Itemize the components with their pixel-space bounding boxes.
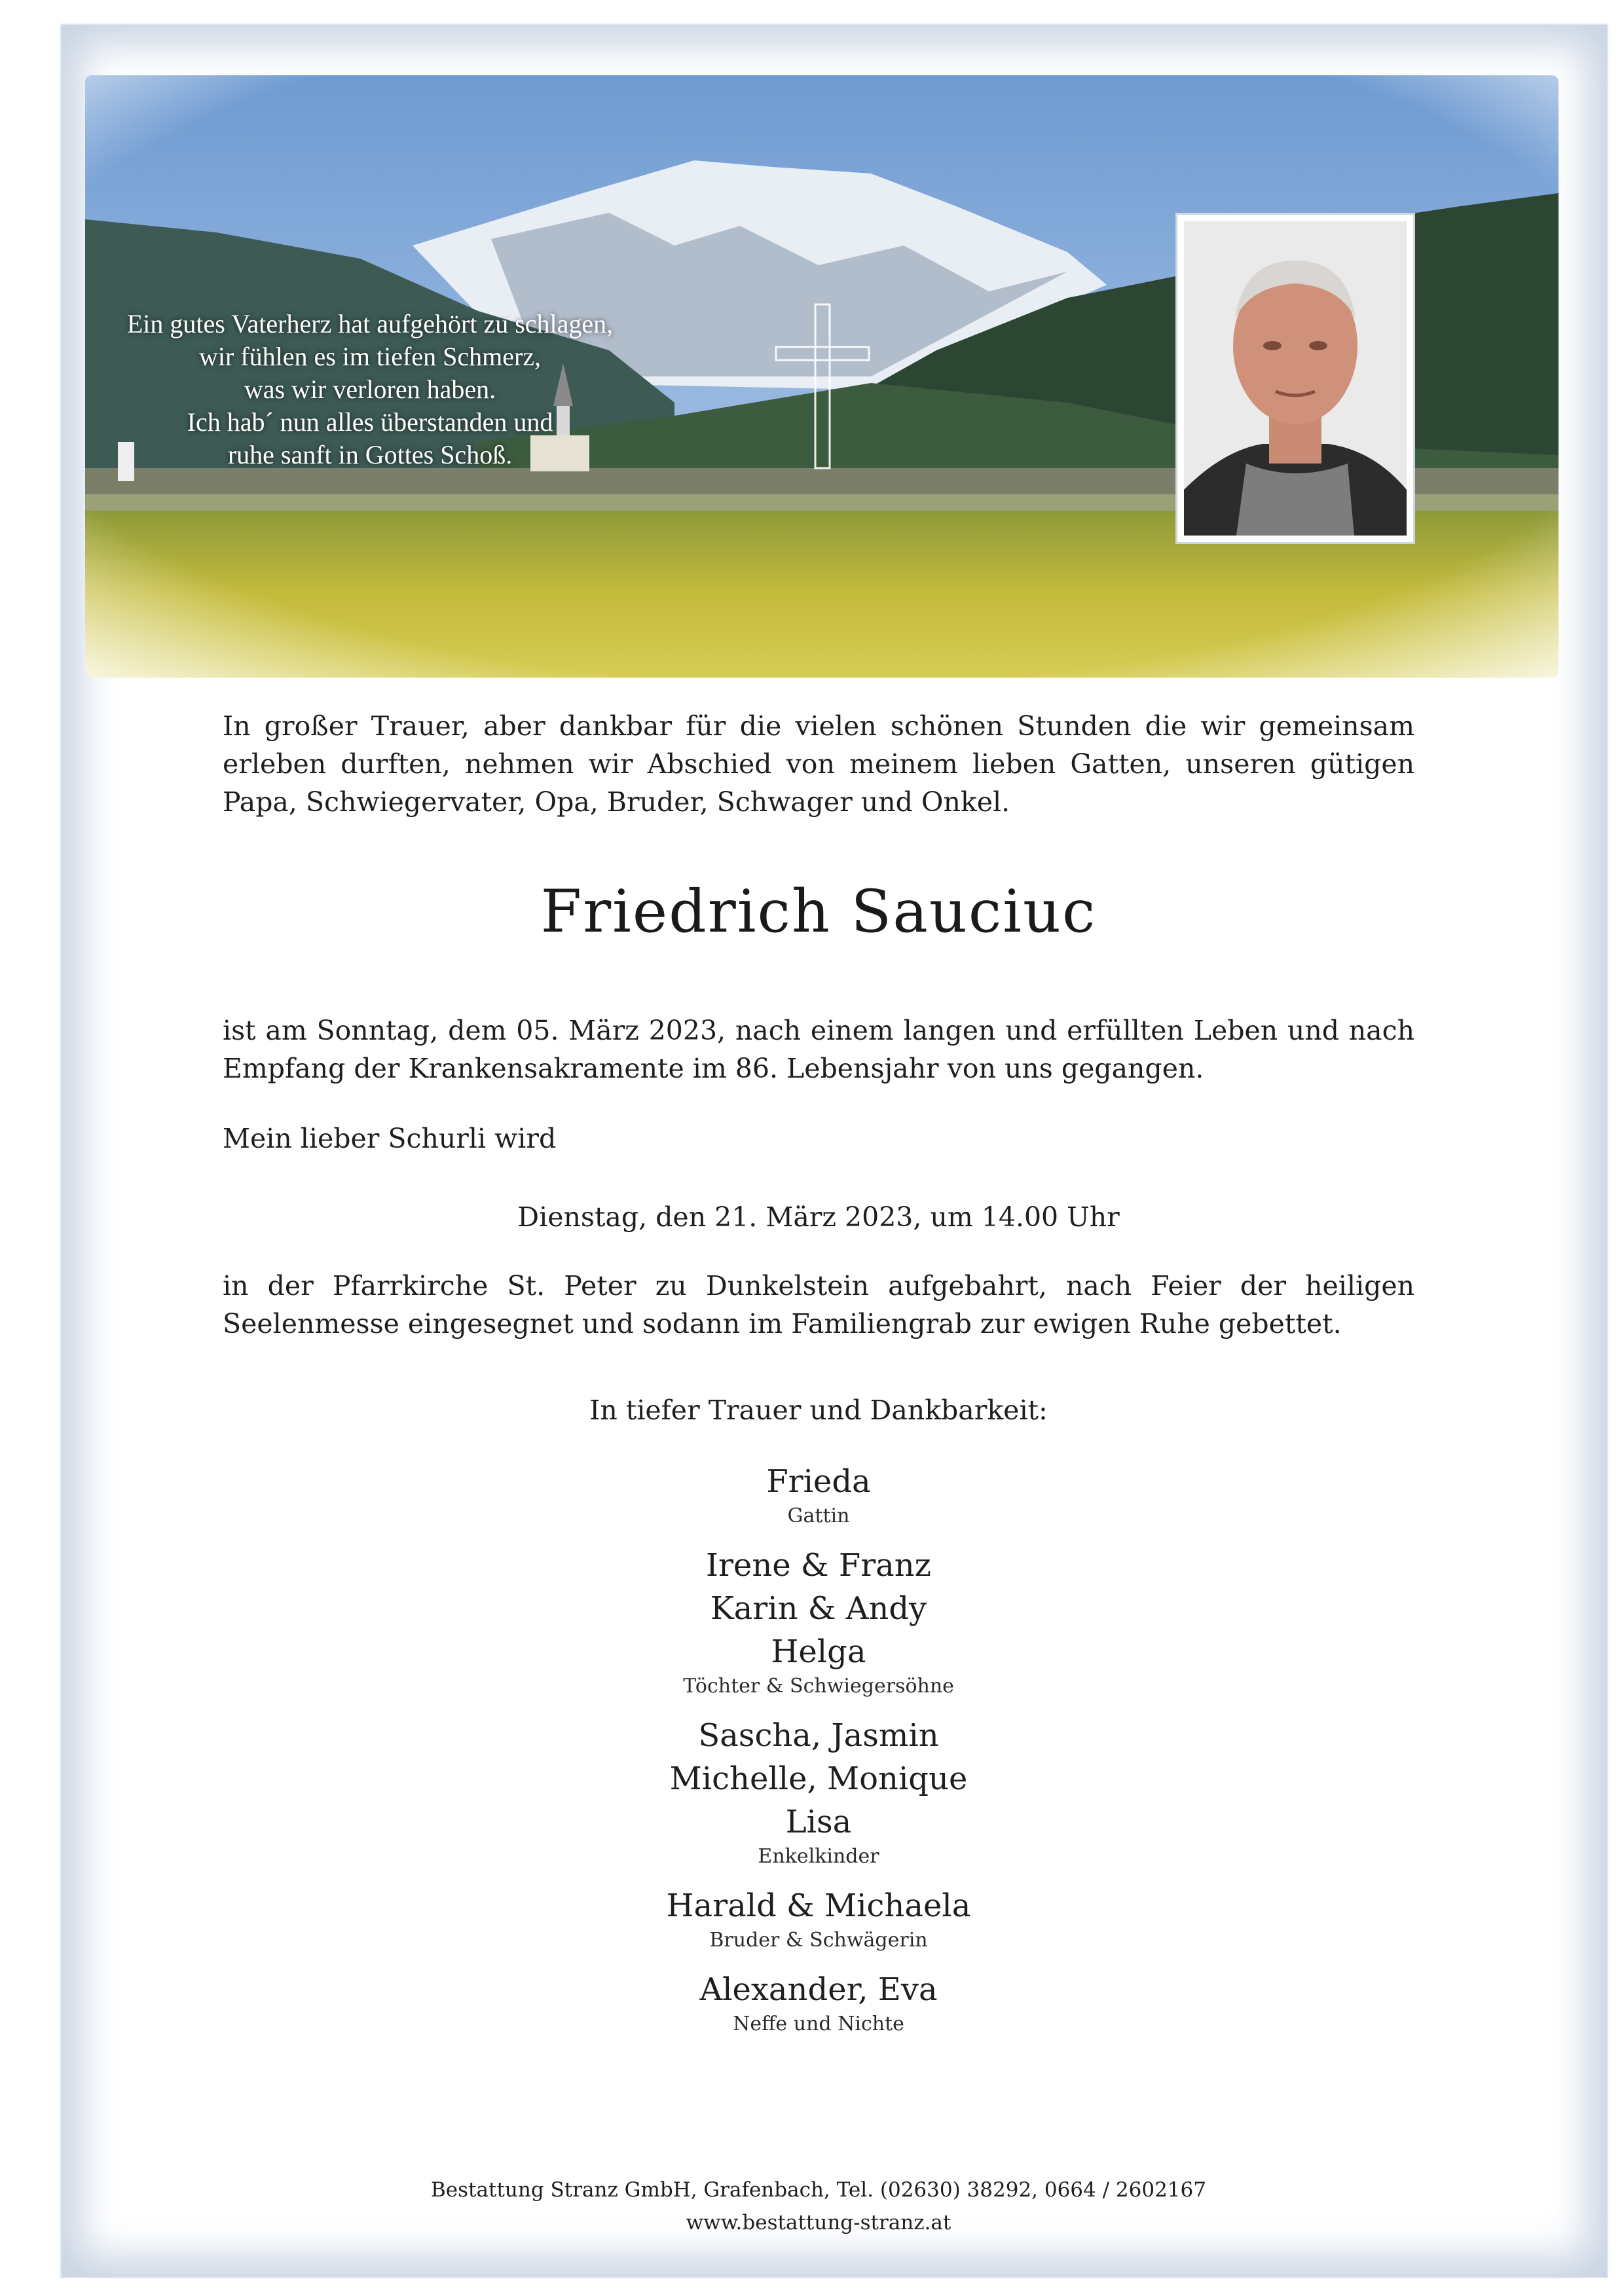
- mourner-group: [223, 1714, 1414, 1870]
- closing-line: In tiefer Trauer und Dankbarkeit:: [589, 1394, 1048, 1426]
- deceased-name: Friedrich Sauciuc: [540, 877, 1097, 946]
- mourner-name: Irene & Franz: [706, 1547, 931, 1584]
- poem-line: wir fühlen es im tiefen Schmerz,: [198, 342, 542, 371]
- schurli-line: Mein lieber Schurli wird: [223, 1123, 557, 1154]
- poem-line: was wir verloren haben.: [244, 374, 496, 404]
- mourner-name: Frieda: [766, 1463, 871, 1500]
- mourner-name: Michelle, Monique: [669, 1760, 968, 1797]
- death-notice: ist am Sonntag, dem 05. März 2023, nach einem langen und erfüllten Leben und nach Empfang der Krankensakramente im 86. Lebensjahr von uns gegangen.: [223, 1015, 1414, 1084]
- poem-line: ruhe sanft in Gottes Schoß.: [227, 440, 513, 469]
- mourner-group: [223, 1460, 1414, 1529]
- mourner-group: [223, 1968, 1414, 2037]
- funeral-date: Dienstag, den 21. März 2023, um 14.00 Uhr: [517, 1201, 1120, 1233]
- mourner-relation: Enkelkinder: [758, 1845, 879, 1868]
- mourner-relation: Bruder & Schwägerin: [709, 1929, 928, 1952]
- mourner-group: [223, 1884, 1414, 1954]
- footer-company: Bestattung Stranz GmbH, Grafenbach, Tel. (02630) 38292, 0664 / 2602167: [431, 2178, 1206, 2202]
- poem-line: Ich hab´ nun alles überstanden und: [187, 407, 553, 437]
- mourner-name: Karin & Andy: [710, 1590, 927, 1627]
- poem: [115, 308, 625, 471]
- mourner-name: Lisa: [785, 1804, 852, 1840]
- ceremony-text: in der Pfarrkirche St. Peter zu Dunkelstein aufgebahrt, nach Feier der heiligen Seelenmesse eingesegnet und sodann im Familiengrab zur ewigen Ruhe gebettet.: [223, 1270, 1414, 1339]
- mourner-name: Sascha, Jasmin: [698, 1717, 939, 1754]
- mourner-relation: Töchter & Schwiegersöhne: [683, 1675, 954, 1698]
- footer: [223, 2174, 1414, 2239]
- mourner-list: [223, 1460, 1414, 2052]
- mourner-group: [223, 1544, 1414, 1700]
- mourner-name: Harald & Michaela: [666, 1887, 971, 1924]
- mourner-relation: Neffe und Nichte: [733, 2013, 904, 2035]
- portrait-photo: [1175, 213, 1415, 544]
- mourner-relation: Gattin: [787, 1504, 850, 1527]
- mourner-name: Alexander, Eva: [699, 1971, 938, 2008]
- footer-website[interactable]: www.bestattung-stranz.at: [686, 2211, 951, 2234]
- mourner-name: Helga: [771, 1633, 866, 1670]
- intro-text: In großer Trauer, aber dankbar für die vielen schönen Stunden die wir gemeinsam erleben durften, nehmen wir Abschied von meinem lieben Gatten, unseren gütigen Papa, Schwiegervater, Opa, Bruder, Schwager und Onkel.: [223, 710, 1414, 818]
- poem-line: Ein gutes Vaterherz hat aufgehört zu schlagen,: [126, 309, 614, 338]
